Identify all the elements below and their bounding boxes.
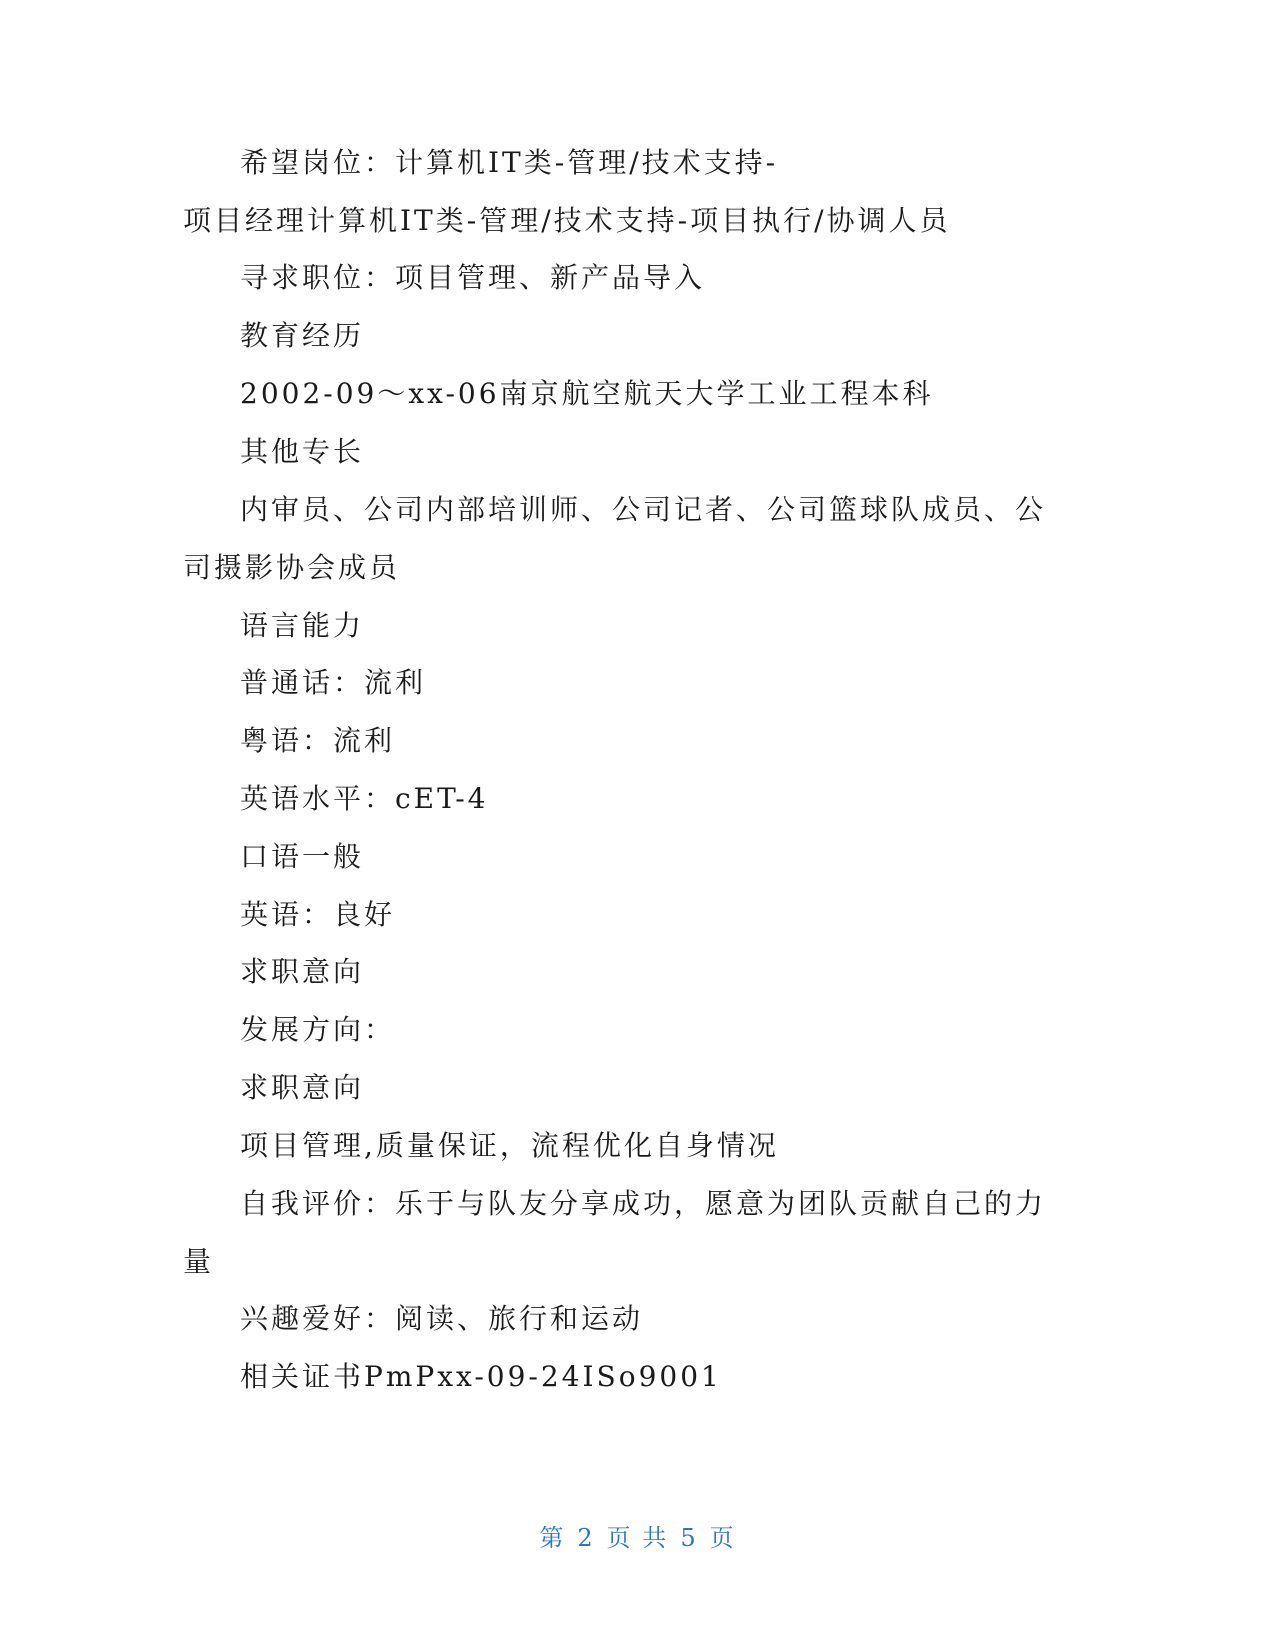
certificates-line: 相关证书PmPxx-09-24ISo9001 [240,1360,722,1393]
development-direction-line: 发展方向： [240,1013,396,1046]
desired-position-line: 希望岗位：计算机IT类-管理/技术支持- [240,146,779,179]
job-intention-heading: 求职意向 [240,955,365,988]
other-skills-line: 内审员、公司内部培训师、公司记者、公司篮球队成员、公 [240,493,1047,526]
total-pages-number: 5 [680,1524,698,1552]
intention-detail-line: 项目管理,质量保证，流程优化自身情况 [240,1129,779,1162]
footer-suffix: 页 [709,1524,736,1552]
current-page-number: 2 [577,1524,595,1552]
hobbies-line: 兴趣爱好：阅读、旅行和运动 [240,1302,644,1335]
other-skills-heading: 其他专长 [240,435,365,468]
education-heading: 教育经历 [240,319,365,352]
footer-prefix: 第 [539,1524,566,1552]
cantonese-line: 粤语：流利 [240,724,396,757]
job-intention-heading-2: 求职意向 [240,1071,365,1104]
mandarin-line: 普通话：流利 [240,666,427,699]
footer-middle: 页 共 [606,1524,669,1552]
education-entry: 2002-09～xx-06南京航空航天大学工业工程本科 [240,377,934,410]
other-skills-continued-line: 司摄影协会成员 [183,551,401,584]
self-evaluation-continued-line: 量 [183,1245,215,1278]
language-heading: 语言能力 [240,609,365,642]
english-line: 英语：良好 [240,898,396,931]
self-evaluation-line: 自我评价：乐于与队友分享成功，愿意为团队贡献自己的力 [240,1187,1047,1220]
sought-position-line: 寻求职位：项目管理、新产品导入 [240,261,706,294]
spoken-english-line: 口语一般 [240,840,365,873]
page-number-footer [0,1522,1275,1554]
english-level-line: 英语水平：cET-4 [240,782,489,815]
desired-position-continued-line: 项目经理计算机IT类-管理/技术支持-项目执行/协调人员 [183,204,951,237]
